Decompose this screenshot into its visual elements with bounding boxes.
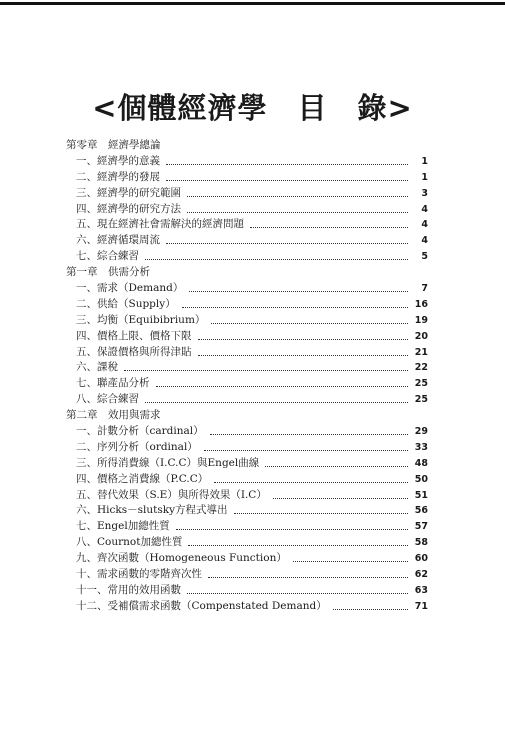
- toc-entry-page-number: 50: [414, 473, 428, 485]
- toc-entry: [66, 233, 428, 249]
- toc-entry-page-number: 56: [414, 505, 428, 517]
- toc-entry: [66, 376, 428, 392]
- toc-entry: [66, 567, 428, 583]
- toc-entry-label: 五、替代效果（S.E）與所得效果（I.C）: [76, 488, 267, 501]
- toc-entry-page-number: 21: [414, 346, 428, 358]
- dot-leader: [198, 338, 409, 340]
- toc-entry: [66, 440, 428, 456]
- toc-entry-label: 六、經濟循環周流: [76, 234, 160, 247]
- chapter-heading: [66, 138, 428, 154]
- dot-leader: [166, 242, 408, 244]
- toc-entry-page-number: 57: [414, 521, 428, 533]
- toc-entry: [66, 170, 428, 186]
- toc-entry-page-number: 1: [421, 171, 428, 183]
- dot-leader: [250, 226, 408, 228]
- toc-entry-label: 八、綜合練習: [76, 393, 139, 406]
- dot-leader: [182, 306, 408, 308]
- toc-entry-label: 十一、常用的效用函數: [76, 583, 181, 596]
- dot-leader: [208, 576, 408, 578]
- toc-entry: [66, 424, 428, 440]
- toc-entry-label: 八、Cournot加總性質: [76, 536, 183, 549]
- toc-entry-label: 七、Engel加總性質: [76, 520, 170, 533]
- toc-entry-label: 二、序列分析（ordinal）: [76, 440, 198, 453]
- toc-entry: [66, 329, 428, 345]
- toc-entry: [66, 186, 428, 202]
- toc-entry-page-number: 48: [414, 457, 428, 469]
- toc-entry: [66, 456, 428, 472]
- toc-entry-label: 五、現在經濟社會需解決的經濟問題: [76, 218, 244, 231]
- dot-leader: [124, 369, 408, 371]
- toc-entry-page-number: 51: [414, 489, 428, 501]
- toc-entry-label: 四、經濟學的研究方法: [76, 202, 181, 215]
- chapter-heading: [66, 265, 428, 281]
- dot-leader: [166, 179, 408, 181]
- dot-leader: [210, 433, 408, 435]
- toc-entry-page-number: 58: [414, 537, 428, 549]
- toc-entry: [66, 313, 428, 329]
- toc-entry-page-number: 60: [414, 553, 428, 565]
- top-rule: [0, 2, 505, 5]
- toc-entry-page-number: 5: [421, 251, 428, 263]
- toc-entry: [66, 472, 428, 488]
- dot-leader: [145, 258, 408, 260]
- toc-entry-page-number: 25: [414, 378, 428, 390]
- toc-entry: [66, 599, 428, 615]
- toc-entry: [66, 503, 428, 519]
- dot-leader: [188, 544, 408, 546]
- toc-entry-label: 三、所得消費線（I.C.C）與Engel曲線: [76, 456, 260, 469]
- dot-leader: [333, 608, 408, 610]
- dot-leader: [145, 401, 408, 403]
- toc-entry-page-number: 4: [421, 235, 428, 247]
- chapter-heading: [66, 408, 428, 424]
- toc-entry-label: 六、課稅: [76, 361, 118, 374]
- dot-leader: [204, 449, 408, 451]
- chapter-heading-label: 第二章 效用與需求: [66, 409, 161, 422]
- toc-entry-label: 一、經濟學的意義: [76, 154, 160, 167]
- toc-entry: [66, 519, 428, 535]
- dot-leader: [198, 354, 409, 356]
- toc-entry: [66, 392, 428, 408]
- toc-entry-page-number: 16: [414, 298, 428, 310]
- toc-entry-page-number: 62: [414, 569, 428, 581]
- chapter-heading-label: 第一章 供需分析: [66, 266, 150, 279]
- toc-entry-label: 五、保證價格與所得津貼: [76, 345, 192, 358]
- dot-leader: [156, 385, 409, 387]
- toc-entry-page-number: 63: [414, 584, 428, 596]
- toc-entry: [66, 202, 428, 218]
- toc-entry: [66, 488, 428, 504]
- dot-leader: [189, 290, 408, 292]
- toc-entry-page-number: 25: [414, 394, 428, 406]
- dot-leader: [166, 163, 408, 165]
- toc-entry: [66, 583, 428, 599]
- toc-entry-page-number: 33: [414, 441, 428, 453]
- dot-leader: [214, 481, 408, 483]
- toc-entry-label: 四、價格上限、價格下限: [76, 329, 192, 342]
- toc-entry: [66, 535, 428, 551]
- toc-entry-label: 一、計數分析（cardinal）: [76, 425, 204, 438]
- toc-entry-label: 十、需求函數的零階齊次性: [76, 568, 202, 581]
- toc-entry-page-number: 20: [414, 330, 428, 342]
- toc-entry-page-number: 71: [414, 600, 428, 612]
- dot-leader: [211, 322, 408, 324]
- dot-leader: [176, 528, 408, 530]
- dot-leader: [265, 465, 408, 467]
- toc-entry-label: 二、經濟學的發展: [76, 170, 160, 183]
- toc-entry-page-number: 4: [421, 219, 428, 231]
- dot-leader: [293, 560, 408, 562]
- toc-entry: [66, 297, 428, 313]
- toc-entry-label: 十二、受補償需求函數（Compenstated Demand）: [76, 599, 327, 612]
- toc-entry-page-number: 29: [414, 426, 428, 438]
- toc-entry-label: 九、齊次函數（Homogeneous Function）: [76, 552, 287, 565]
- toc-entry-label: 一、需求（Demand）: [76, 282, 184, 295]
- toc-entry-page-number: 22: [414, 362, 428, 374]
- toc-entry-label: 七、綜合練習: [76, 250, 139, 263]
- toc-entry: [66, 281, 428, 297]
- toc-entry-label: 二、供給（Supply）: [76, 297, 176, 310]
- toc-entry-page-number: 19: [414, 314, 428, 326]
- table-of-contents: [66, 138, 428, 615]
- toc-entry: [66, 551, 428, 567]
- toc-entry-page-number: 7: [421, 283, 428, 295]
- toc-entry-page-number: 1: [421, 155, 428, 167]
- toc-entry-label: 六、Hicks－slutsky方程式導出: [76, 504, 228, 517]
- toc-entry: [66, 249, 428, 265]
- toc-entry: [66, 217, 428, 233]
- toc-entry: [66, 360, 428, 376]
- toc-entry-label: 七、聯產品分析: [76, 377, 150, 390]
- page-title: <個體經濟學 目 錄>: [92, 91, 413, 125]
- toc-entry-page-number: 3: [421, 187, 428, 199]
- toc-entry-label: 三、經濟學的研究範圍: [76, 186, 181, 199]
- toc-entry: [66, 345, 428, 361]
- toc-entry-page-number: 4: [421, 203, 428, 215]
- dot-leader: [234, 512, 408, 514]
- toc-entry-label: 三、均衡（Equibibrium）: [76, 313, 206, 326]
- toc-entry-label: 四、價格之消費線（P.C.C）: [76, 472, 209, 485]
- toc-entry: [66, 154, 428, 170]
- dot-leader: [187, 211, 408, 213]
- dot-leader: [273, 497, 408, 499]
- chapter-heading-label: 第零章 經濟學總論: [66, 139, 161, 151]
- dot-leader: [187, 592, 408, 594]
- dot-leader: [187, 195, 408, 197]
